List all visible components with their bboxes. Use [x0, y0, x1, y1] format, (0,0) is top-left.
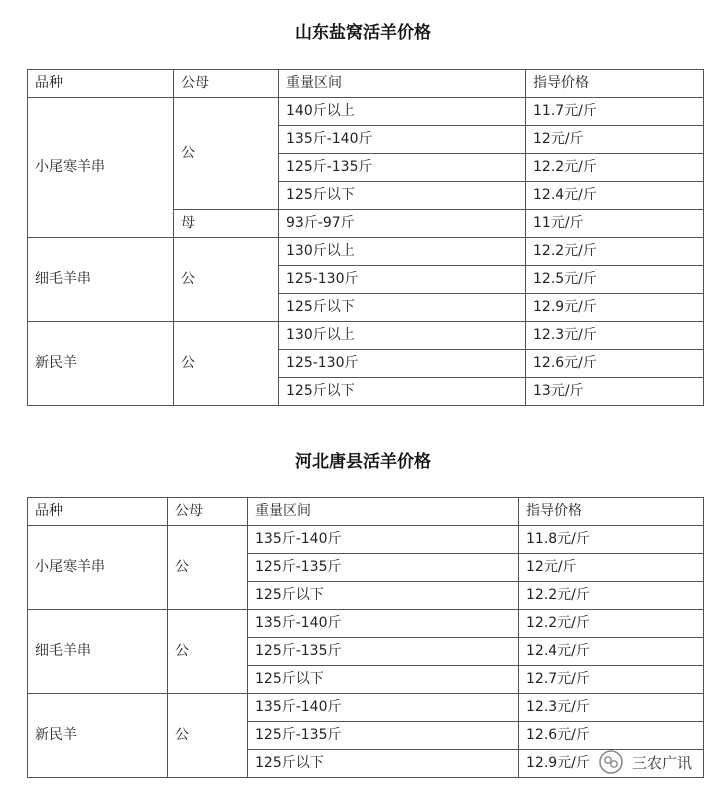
header-row: [28, 70, 704, 98]
weight-range-cell: 135斤-140斤: [248, 526, 519, 554]
weight-range-cell: 125-130斤: [279, 350, 526, 378]
guide-price-cell: 11.8元/斤: [519, 526, 704, 554]
sex-cell: 公: [174, 98, 279, 210]
weight-range-cell: 125-130斤: [279, 266, 526, 294]
weight-range-cell: 125斤-135斤: [248, 554, 519, 582]
sex-cell: 公: [174, 322, 279, 406]
header-sex: 公母: [168, 498, 248, 526]
header-guide-price: 指导价格: [526, 70, 704, 98]
watermark-text: 三农广讯: [632, 753, 693, 772]
sex-cell: 公: [168, 694, 248, 778]
breed-cell: 细毛羊串: [28, 238, 174, 322]
table-row: [28, 526, 704, 554]
weight-range-cell: 125斤-135斤: [248, 722, 519, 750]
watermark: [598, 748, 692, 776]
table-row: [28, 98, 704, 126]
weight-range-cell: 125斤-135斤: [279, 154, 526, 182]
header-breed: 品种: [28, 498, 168, 526]
breed-cell: 细毛羊串: [28, 610, 168, 694]
guide-price-cell: 12.7元/斤: [519, 666, 704, 694]
weight-range-cell: 93斤-97斤: [279, 210, 526, 238]
price-table-hebei: [27, 497, 704, 778]
table2-title: 河北唐县活羊价格: [295, 452, 431, 472]
breed-cell: 新民羊: [28, 694, 168, 778]
sex-cell: 母: [174, 210, 279, 238]
wechat-official-account-icon: [598, 749, 624, 775]
guide-price-cell: 13元/斤: [526, 378, 704, 406]
weight-range-cell: 125斤以下: [279, 378, 526, 406]
weight-range-cell: 125斤以下: [279, 182, 526, 210]
weight-range-cell: 125斤以下: [248, 750, 519, 778]
table1-title: 山东盐窝活羊价格: [295, 23, 431, 43]
weight-range-cell: 140斤以上: [279, 98, 526, 126]
price-table-shandong: [27, 69, 704, 406]
weight-range-cell: 125斤以下: [248, 582, 519, 610]
guide-price-cell: 12.9元/斤: [526, 294, 704, 322]
header-sex: 公母: [174, 70, 279, 98]
header-guide-price: 指导价格: [519, 498, 704, 526]
guide-price-cell: 12.4元/斤: [519, 638, 704, 666]
header-breed: 品种: [28, 70, 174, 98]
guide-price-cell: 12.5元/斤: [526, 266, 704, 294]
table-row: [28, 238, 704, 266]
sex-cell: 公: [174, 238, 279, 322]
breed-cell: 小尾寒羊串: [28, 98, 174, 238]
guide-price-cell: 12.3元/斤: [526, 322, 704, 350]
weight-range-cell: 125斤以下: [279, 294, 526, 322]
guide-price-cell: 12.3元/斤: [519, 694, 704, 722]
guide-price-cell: 12元/斤: [519, 554, 704, 582]
weight-range-cell: 135斤-140斤: [248, 694, 519, 722]
guide-price-cell: 11.7元/斤: [526, 98, 704, 126]
weight-range-cell: 130斤以上: [279, 322, 526, 350]
weight-range-cell: 130斤以上: [279, 238, 526, 266]
header-weight-range: 重量区间: [248, 498, 519, 526]
header-weight-range: 重量区间: [279, 70, 526, 98]
guide-price-cell: 12.2元/斤: [519, 582, 704, 610]
weight-range-cell: 125斤以下: [248, 666, 519, 694]
weight-range-cell: 135斤-140斤: [279, 126, 526, 154]
header-row: [28, 498, 704, 526]
weight-range-cell: 135斤-140斤: [248, 610, 519, 638]
table-row: [28, 610, 704, 638]
sex-cell: 公: [168, 610, 248, 694]
guide-price-cell: 11元/斤: [526, 210, 704, 238]
sex-cell: 公: [168, 526, 248, 610]
guide-price-cell: 12.4元/斤: [526, 182, 704, 210]
breed-cell: 小尾寒羊串: [28, 526, 168, 610]
table-row: [28, 322, 704, 350]
guide-price-cell: 12.6元/斤: [519, 722, 704, 750]
breed-cell: 新民羊: [28, 322, 174, 406]
table-row: [28, 694, 704, 722]
guide-price-cell: 12.2元/斤: [526, 238, 704, 266]
guide-price-cell: 12.6元/斤: [526, 350, 704, 378]
guide-price-cell: 12.9元/斤: [519, 750, 704, 778]
guide-price-cell: 12元/斤: [526, 126, 704, 154]
guide-price-cell: 12.2元/斤: [519, 610, 704, 638]
weight-range-cell: 125斤-135斤: [248, 638, 519, 666]
guide-price-cell: 12.2元/斤: [526, 154, 704, 182]
